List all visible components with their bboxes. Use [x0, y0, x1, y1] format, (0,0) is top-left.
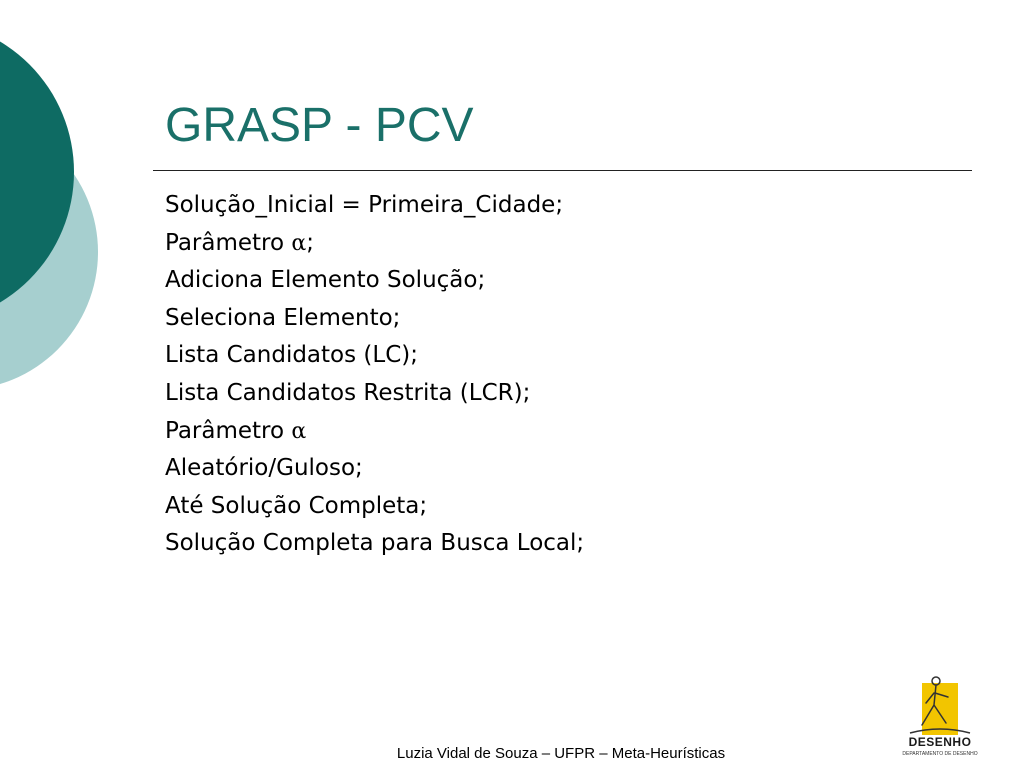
content-list	[165, 187, 584, 563]
content-line: Parâmetro α	[165, 417, 307, 444]
desenho-logo	[900, 675, 980, 763]
content-line: Solução Completa para Busca Local;	[165, 530, 585, 557]
content-line: Até Solução Completa;	[165, 492, 428, 519]
alpha-symbol: α	[291, 230, 307, 256]
content-line: Parâmetro α;	[165, 229, 314, 256]
figure-icon	[900, 675, 980, 735]
content-line: Aleatório/Guloso;	[165, 455, 363, 482]
logo-subtitle: DEPARTAMENTO DE DESENHO	[902, 751, 978, 757]
alpha-symbol: α	[291, 418, 307, 444]
title-divider	[153, 170, 972, 171]
content-line: Seleciona Elemento;	[165, 304, 401, 331]
content-line: Adiciona Elemento Solução;	[165, 267, 486, 294]
content-line: Lista Candidatos (LC);	[165, 342, 418, 369]
content-line: Solução_Inicial = Primeira_Cidade;	[165, 192, 564, 218]
logo-text: DESENHO	[908, 735, 972, 749]
slide-title: GRASP - PCV	[165, 99, 474, 152]
slide-footer: Luzia Vidal de Souza – UFPR – Meta-Heurísticas	[396, 745, 726, 762]
content-line: Lista Candidatos Restrita (LCR);	[165, 379, 531, 406]
decorative-circles	[0, 0, 110, 420]
